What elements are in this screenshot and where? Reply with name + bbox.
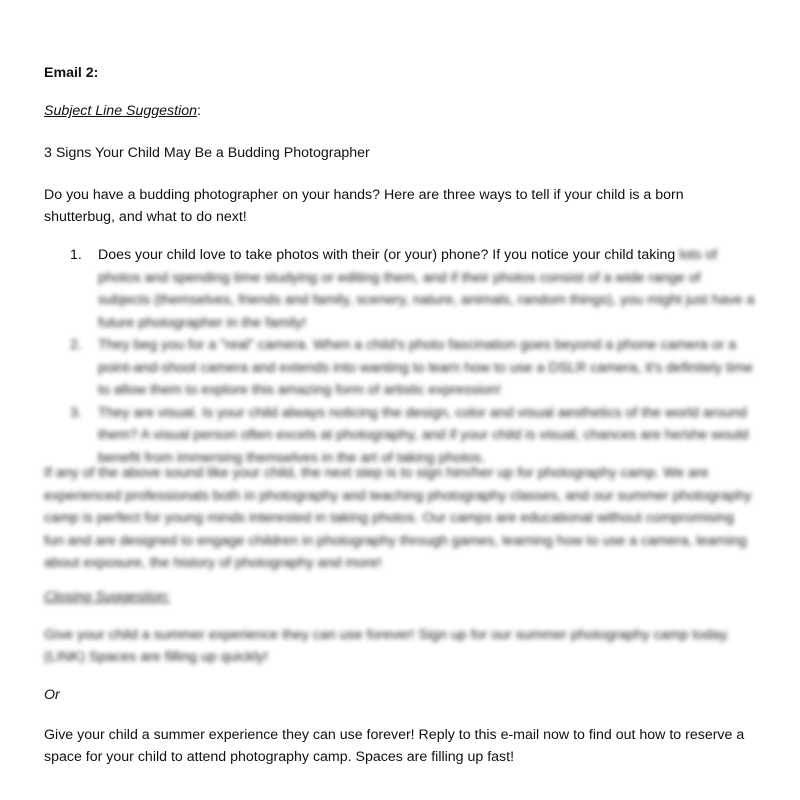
list-item: [44, 244, 756, 334]
list-item: [44, 402, 756, 470]
email-heading: Email 2:: [44, 65, 99, 81]
list-item-number: 3.: [70, 404, 82, 421]
list-item-number: 1.: [70, 247, 82, 263]
subject-label-line: [44, 100, 756, 122]
closing-label: Closing Suggestion:: [44, 589, 171, 605]
list-item: [44, 334, 756, 402]
or-separator: Or: [44, 687, 60, 703]
body-paragraph: If any of the above sound like your child, the next step is to sign him/her up for photography camp. We are experienced professionals both in photography and teaching photography classes, and our summer photography camp is perfect for young minds interested in taking photos. Our camps are educational without compromising fun and are designed to engage children in photography through games, learning how to use a camera, learning about exposure, the history of photography and more!: [44, 465, 752, 571]
list-item-text: They are visual. Is your child always noticing the design, color and visual aesthetics of the world around them? A visual person often excels at photography, and if your child is visual, chances are he/she would benefit from immersing themselves in the art of taking photos.: [98, 404, 749, 466]
subject-text: 3 Signs Your Child May Be a Budding Photographer: [44, 145, 370, 161]
list-item-text: lots of photos and spending time studying or editing them, and if their photos consist of a wide range of subjects (themselves, friends and family, scenery, nature, animals, random things), you might just have a future photographer in the family!: [98, 247, 755, 331]
closing-suggestion-1: Give your child a summer experience they can use forever! Sign up for our summer photography camp today. (LINK) Spaces are filling up quickly!: [44, 627, 730, 665]
closing-suggestion-2: Give your child a summer experience they can use forever! Reply to this e-mail now to find out how to reserve a space for your child to attend photography camp. Spaces are filling up fast!: [44, 727, 745, 765]
list-item-number: 2.: [70, 337, 82, 353]
list-item-lead: Does your child love to take photos with their (or your) phone? If you notice your child taking: [98, 247, 676, 263]
list-item-text: They beg you for a "real" camera. When a child's photo fascination goes beyond a phone camera or a point-and-shoot camera and extends into wanting to learn how to use a DSLR camera, it's definitely time to allow them to explore this amazing form of artistic expression!: [98, 337, 753, 398]
signs-list: [44, 244, 756, 469]
subject-colon: :: [197, 103, 201, 119]
subject-label: Subject Line Suggestion: [44, 103, 198, 119]
intro-paragraph: Do you have a budding photographer on your hands? Here are three ways to tell if your child is a born shutterbug, and what to do next!: [44, 187, 684, 225]
